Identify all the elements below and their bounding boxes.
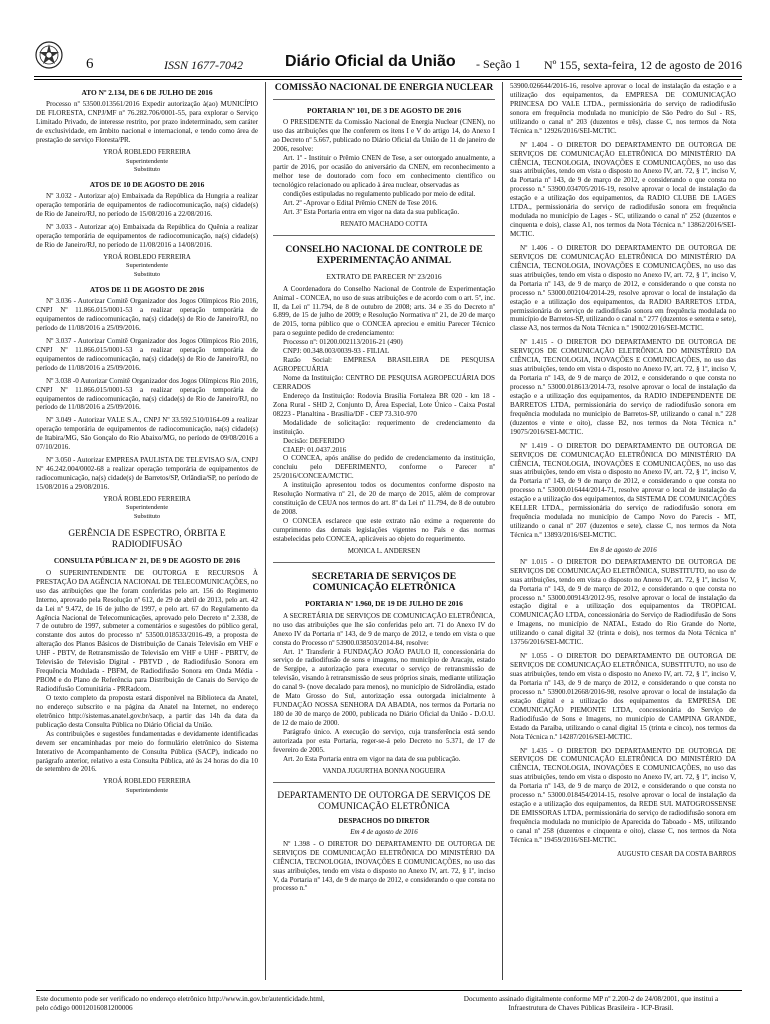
signature: VANDA JUGURTHA BONNA NOGUEIRA [322,767,446,775]
signature: AUGUSTO CESAR DA COSTA BARROS [616,850,736,858]
paragraph: O CONCEA, após análise do pedido de credenciamento da instituição, concluiu pelo DEFERIMENTO, conforme o Parecer nº 25/2016/CONCEA/MCTIC. [273,454,495,481]
section-heading: DEPARTAMENTO DE OUTORGA DE SERVIÇOS DE COMUNICAÇÃO ELETRÔNICA [277,791,491,813]
journal-title: Diário Oficial da União [285,53,456,70]
signature-role: Superintendente [125,157,169,165]
paragraph: A SECRETÁRIA DE SERVIÇOS DE COMUNICAÇÃO ELETRÔNICA, no uso das atribuições que lhe são conferidas pelo art. 71 do Anexo IV do Anexo IV da Portaria nº 143, de 9 de março de 2012, e tendo em vista o que consta do Processo nº 53900.038503/2014-84, resolve: [273,611,495,647]
signature: YROÁ ROBLEDO FERREIRA [103,253,191,261]
edition-info: Nº 155, sexta-feira, 12 de agosto de 2016 [544,58,742,72]
footer-signature-note [436,995,746,1013]
signature: YROÁ ROBLEDO FERREIRA [103,149,191,157]
paragraph: Art. 2º -Aprovar o Edital Prêmio CNEN de Tese 2016. [283,198,438,207]
paragraph: Nº 3.037 - Autorizar Comitê Organizador dos Jogos Olímpicos Rio 2016, CNPJ Nº 11.866.015/0001-53 a realizar operação temporária de equipamentos de radiocomunicação, na(s) cidade(s) de Rio de Janeiro/RJ, no período de 11/08/2016 a 25/09/2016. [36,336,258,372]
column-3 [510,82,736,980]
page-footer [36,990,742,1012]
divider [273,782,495,783]
paragraph: Endereço da Instituição: Rodovia Brasília Fortaleza BR 020 - km 18 - Zona Rural - SHD 2, Conjunto D, Área Especial, Lote Único - Caixa Postal 08223 - Planaltina - Brasília/DF - CEP 73.310-970 [273,391,495,418]
paragraph: O SUPERINTENDENTE DE OUTORGA E RECURSOS À PRESTAÇÃO DA AGÊNCIA NACIONAL DE TELECOMUNICAÇÕES, no uso das atribuições que lhe foram conferidas pelo art. 156 do Regimento Interno, aprovado pela Resolução nº 612, de 29 de abril de 2013, pelo art. 42 da Lei nº 9.472, de 16 de julho de 1997, e pelo art. 67 do Regulamento da Agência Nacional de Telecomunicações, aprovado pelo Decreto nº 2.338, de 7 de outubro de 1997, submeter a comentários e sugestões do público geral, constante dos autos do processo nº 53500.018533/2016-49, a proposta de alteração dos Planos Básicos de Distribuição de Canais Televisão em VHF e UHF - PBTV, de Retransmissão de Televisão em VHF e UHF - PBRTV, de Televisão de Televisão Digital - PBTVD , de Radiodifusão Sonora em Frequência Modulada - PBFM, de Radiodifusão Sonora em Onda Média - PBOM e do Plano de Referência para Distribuição de Canais do Serviço de Radiodifusão Comunitária - PRRadcom. [36,568,258,693]
header-rule [34,76,742,77]
paragraph: Nome da Instituição: CENTRO DE PESQUISA AGROPECUÁRIA DOS CERRADOS [273,374,495,391]
paragraph: As contribuições e sugestões fundamentadas e devidamente identificadas devem ser encaminhadas por meio do formulário eletrônico do Sistema Interativo de Acompanhamento de Consulta Pública (SACP), indicado no parágrafo anterior, relativo a esta Consulta Pública, até às 24 horas do dia 10 de setembro de 2016. [36,729,258,774]
paragraph: Nº 1.435 - O DIRETOR DO DEPARTAMENTO DE OUTORGA DE SERVIÇOS DE COMUNICAÇÃO ELETRÔNICA DO MINISTÉRIO DA CIÊNCIA, TECNOLOGIA, INOVAÇÕES E COMUNICAÇÕES, no uso das suas atribuições, tendo em vista o disposto no Anexo IV, art. 72, § 1º, inciso V, da Portaria nº 143, de 9 de março de 2012, e considerando o que consta no processo n.º 53000.018454/2014-15, resolve aprovar o local de instalação da estação e a utilização dos equipamentos, da REDE SUL MATOGROSSENSE DE EMISSORAS LTDA, permissionária do serviço de radiodifusão sonora em frequência modulada no município de Aparecida do Taboado - MS, utilizando o canal nº 258 (duzentos e cinquenta e oito), classe C, nos termos da Nota Técnica n.º 19459/2016/SEI-MCTIC. [510,746,736,844]
signature-role: Substituto [133,165,161,173]
column-1 [36,82,258,980]
paragraph: Nº 3.049 - Autorizar VALE S.A., CNPJ Nº 33.592.510/0164-09 a realizar operação temporária de equipamentos de radiocomunicação, na(s) cidade(s) de Itabira/MG, São Gonçalo do Rio Abaixo/MG, no período de 09/08/2016 a 07/10/2016. [36,416,258,452]
paragraph: Nº 3.032 - Autorizar a(o) Embaixada da República da Hungria a realizar operação temporária de equipamentos de radiocomunicação, na(s) cidade(s) de Rio de Janeiro/RJ, no período de 15/08/2016 a 22/08/2016. [36,192,258,219]
paragraph: A instituição apresentou todos os documentos conforme disposto na Resolução Normativa nº 21, de 20 de março de 2015, além de comprovar constituição de CEUA nos termos do art. 8º da Lei nº 11.794, de 8 de outubro de 2008. [273,481,495,517]
footer-signature-line: Documento assinado digitalmente conforme MP nº 2.200-2 de 24/08/2001, que institui a [463,995,719,1003]
signature: YROÁ ROBLEDO FERREIRA [103,495,191,503]
paragraph: Nº 1.015 - O DIRETOR DO DEPARTAMENTO DE OUTORGA DE SERVIÇOS DE COMUNICAÇÃO ELETRÔNICA, SUBSTITUTO, no uso de suas atribuições, tendo em vista o disposto no Anexo IV, art. 72, § 1º, inciso V, da Portaria nº 143, de 9 de março de 2012, e considerando o que consta no processo n.º 53000.009143/2012-95, resolve aprovar o local de instalação da estação digital e a utilização dos equipamentos da TROPICAL COMUNICAÇÃO LTDA, concessionária do Serviço de Radiodifusão de Sons e Imagens, no município de NATAL, Estado do Rio Grande do Norte, utilizando o canal digital 32 (trinta e dois), nos termos da Nota Técnica nº 13756/2016/SEI-MCTIC. [510,557,736,647]
header-rule-thin [34,79,742,80]
paragraph: Processo nº 53500.013561/2016 Expedir autorização à(ao) MUNICÍPIO DE FLORESTA, CNPJ/MF nº 76.282.706/0001-55, para explorar o Serviço Limitado Privado, de interesse restrito, por prazo indeterminado, sem caráter de exclusividade, em âmbito nacional e internacional, e tendo como área de prestação de serviço Floresta/PR. [36,100,258,145]
footer-verification [36,995,376,1013]
section-heading: COMISSÃO NACIONAL DE ENERGIA NUCLEAR [274,82,494,93]
signature: MONICA L. ANDERSEN [347,547,421,555]
section-label: - Seção 1 [476,57,521,71]
paragraph: Art. 2o Esta Portaria entra em vigor na data de sua publicação. [283,754,461,763]
act-title: PORTARIA Nº 101, DE 3 DE AGOSTO DE 2016 [306,106,462,116]
signature-role: Superintendente [125,262,169,270]
paragraph: O PRESIDENTE da Comissão Nacional de Energia Nuclear (CNEN), no uso das atribuições que lhe conferem os itens I e V do artigo 14, do Anexo I ao Decreto nº 5.667, publicado no Diário Oficial da União de 11 de janeiro de 2006, resolve: [273,118,495,154]
paragraph: Art. 3º Esta Portaria entra em vigor na data da sua publicação. [283,207,460,216]
paragraph: Parágrafo único. A execução do serviço, cuja transferência está sendo autorizada por esta Portaria, reger-se-á pelo Decreto no 5.371, de 17 de fevereiro de 2005. [273,727,495,754]
footer-signature-line: Infraestrutura de Chaves Públicas Brasileira - ICP-Brasil. [508,1004,674,1012]
paragraph: Nº 1.398 - O DIRETOR DO DEPARTAMENTO DE OUTORGA DE SERVIÇOS DE COMUNICAÇÃO ELETRÔNICA DO MINISTÉRIO DA CIÊNCIA, TECNOLOGIA, INOVAÇÕES E COMUNICAÇÕES, no uso das suas atribuições, tendo em vista o disposto no Anexo IV, art. 72, § 1º, inciso V, da Portaria nº 143, de 9 de março de 2012, e considerando o que consta no processo n.º [273,839,495,893]
footer-verification-url[interactable]: Este documento pode ser verificado no endereço eletrônico http://www.in.gov.br/autenticidade.html, [36,995,325,1003]
act-title: PORTARIA Nº 1.960, DE 19 DE JULHO DE 2016 [305,599,463,609]
column-divider [265,82,266,980]
columns [36,82,744,980]
paragraph: Nº 3.033 - Autorizar a(o) Embaixada da República do Quênia a realizar operação temporária de equipamentos de radiocomunicação, na(s) cidade(s) de Rio de Janeiro/RJ, no período de 11/08/2016 a 14/08/2016. [36,223,258,249]
paragraph: 53900.026644/2016-16, resolve aprovar o local de instalação da estação e a utilização dos equipamentos, da EMPRESA DE COMUNICAÇÃO PRINCESA DO VALE LTDA., permissionária do serviço de radiodifusão sonora em frequência modulada no município de São Pedro do Sul - RS, utilizando o canal nº 203 (duzentos e três), classe C, nos termos da Nota Técnica n.º 12926/2016/SEI-MCTIC. [510,82,736,135]
page-number: 6 [86,56,94,72]
signature-role: Substituto [133,270,161,278]
paragraph: O texto completo da proposta estará disponível na Biblioteca da Anatel, no endereço subscrito e na página da Anatel na Internet, no endereço eletrônico http://sistemas.anatel.gov.br/sacp, a partir das 14h da data da publicação desta Consulta Pública no Diário Oficial da União. [36,693,258,729]
paragraph: condições estipuladas no regulamento publicado por meio de edital. [283,189,476,198]
section-heading: SECRETARIA DE SERVIÇOS DE COMUNICAÇÃO ELETRÔNICA [311,571,457,594]
signature: RENATO MACHADO COTTA [340,220,428,228]
paragraph: A Coordenadora do Conselho Nacional de Controle de Experimentação Animal - CONCEA, no uso de suas atribuições e de acordo com o art. 5º, inc. II, da Lei nº 11.794, de 8 de outubro de 2008; arts. 34 e 35 do Decreto nº 6.899, de 15 de julho de 2009; e Resolução Normativa nº 21, de 20 de março de 2015, torna público que o CONCEA apreciou e emitiu Parecer Técnico para o seguinte pedido de credenciamento: [273,284,495,338]
paragraph: Nº 1.404 - O DIRETOR DO DEPARTAMENTO DE OUTORGA DE SERVIÇOS DE COMUNICAÇÃO ELETRÔNICA DO MINISTÉRIO DA CIÊNCIA, TECNOLOGIA, INOVAÇÕES E COMUNICAÇÕES, no uso das suas atribuições, tendo em vista o disposto no Anexo IV, art. 72, § 1º, inciso V, da Portaria nº 143, de 9 de março de 2012, e considerando o que consta no processo n.º 53900.034705/2016-19, resolve aprovar o local de instalação da estação e a utilização dos equipamentos, da RADIO CLUBE DE LAGES LTDA., permissionária do serviço de radiodifusão sonora em frequência modulada no município de Lages - SC, utilizando o canal nº 252 (duzentos e cinquenta e dois), classe A1, nos termos da Nota Técnica n.º 13862/2016/SEI-MCTIC. [510,140,736,238]
paragraph: Decisão: DEFERIDO [283,436,345,445]
subheading: DESPACHOS DO DIRETOR [338,816,430,825]
paragraph: Art. 1º - Instituir o Prêmio CNEN de Tese, a ser outorgado anualmente, a partir de 2016, por ocasião do aniversário da CNEN, em reconhecimento a melhor tese de doutorado com foco em conhecimento científico ou tecnológico relacionado ou aplicado à área nuclear, observadas as [273,154,495,189]
footer-verification-code: pelo código 00012016081200006 [36,1004,133,1012]
date-caption: Em 8 de agosto de 2016 [589,545,657,554]
paragraph: Nº 1.406 - O DIRETOR DO DEPARTAMENTO DE OUTORGA DE SERVIÇOS DE COMUNICAÇÃO ELETRÔNICA DO MINISTÉRIO DA CIÊNCIA, TECNOLOGIA, INOVAÇÕES E COMUNICAÇÕES, no uso das suas atribuições, tendo em vista o disposto no Anexo IV, art. 72, § 1º, inciso V, da Portaria nº 143, de 9 de março de 2012, e considerando o que consta no processo n.º 53000.002104/2014-29, resolve aprovar o local de instalação da estação e a utilização dos equipamentos, da RADIO BARRETOS LTDA, permissionária do serviço de radiodifusão sonora em frequência modulada no município de Barretos-SP, utilizando o canal n.º 277 (duzentos e setenta e sete), classe A3, nos termos da Nota Técnica n.º 19002/2016/SEI-MCTIC. [510,243,736,333]
paragraph: O CONCEA esclarece que este extrato não exime a requerente do cumprimento das demais legislações vigentes no País e das normas estabelecidas pelo CONCEA, aplicáveis ao objeto do requerimento. [273,517,495,543]
paragraph: Art. 1º Transferir à FUNDAÇÃO JOÃO PAULO II, concessionária do serviço de radiodifusão de sons e imagens, no município de Aracaju, estado de Sergipe, a autorização para executar o serviço de retransmissão de televisão, visando à retransmissão de seus próprios sinais, mediante utilização do canal 9- (nove decalado para menos), no município de Sidrolândia, estado de Mato Grosso do Sul, autorização essa outorgada inicialmente à FUNDAÇÃO NOSSA SENHORA DA ABADIA, nos termos da Portaria no 180 de 30 de março de 2000, publicada no Diário Oficial da União - D.O.U. de 12 de maio de 2000. [273,647,495,728]
paragraph: Nº 3.036 - Autorizar Comitê Organizador dos Jogos Olímpicos Rio 2016, CNPJ Nº 11.866.015/0001-53 a realizar operação temporária de equipamentos de radiocomunicação, na(s) cidade(s) de Rio de Janeiro/RJ, no período de 11/08/2016 a 25/09/2016. [36,297,258,332]
signature: YROÁ ROBLEDO FERREIRA [103,778,191,786]
section-heading: CONSELHO NACIONAL DE CONTROLE DE EXPERIMENTAÇÃO ANIMAL [285,244,483,267]
paragraph: Nº 1.415 - O DIRETOR DO DEPARTAMENTO DE OUTORGA DE SERVIÇOS DE COMUNICAÇÃO ELETRÔNICA DO MINISTÉRIO DA CIÊNCIA, TECNOLOGIA, INOVAÇÕES E COMUNICAÇÕES, no uso das suas atribuições, tendo em vista o disposto no Anexo IV, art. 72, § 1º, inciso V, da Portaria nº 143, de 9 de março de 2012, e considerando o que consta no processo n.º 53000.018613/2014-73, resolve aprovar o local de instalação da estação e a utilização dos equipamentos, da RADIO INDEPENDENTE DE BARRETOS LTDA, permissionária do serviço de radiodifusão sonora em frequência modulada no município de Barretos-SP, utilizando o canal n.º 228 (duzentos e vinte e oito), classe B2, nos termos da Nota Técnica n.º 19075/2016/SEI-MCTIC. [510,338,736,436]
paragraph: Razão Social: EMPRESA BRASILEIRA DE PESQUISA AGROPECUÁRIA [273,356,495,374]
column-2 [273,82,495,980]
act-title: ATOS DE 11 DE AGOSTO DE 2016 [89,284,205,294]
signature-role: Substituto [133,512,161,520]
date-caption: Em 4 de agosto de 2016 [350,827,418,836]
divider [273,562,495,563]
paragraph: Modalidade de solicitação: requerimento de credenciamento da instituição. [273,418,495,436]
section-heading: GERÊNCIA DE ESPECTRO, ÓRBITA E RADIODIFUSÃO [68,528,226,550]
column-divider [502,82,503,980]
paragraph: CNPJ: 00.348.003/0039-93 - FILIAL [283,347,390,356]
paragraph: Processo nº: 01200.002113/2016-21 (490) [283,338,403,347]
issn: ISSN 1677-7042 [164,58,243,72]
divider [273,99,495,100]
act-title: CONSULTA PÚBLICA Nº 21, DE 9 DE AGOSTO DE 2016 [53,556,241,566]
page-header [0,0,770,72]
signature-role: Superintendente [125,504,169,512]
act-title: ATO Nº 2.134, DE 6 DE JULHO DE 2016 [81,88,213,97]
divider [273,235,495,236]
paragraph: Nº 3.038 -0 Autorizar Comitê Organizador dos Jogos Olímpicos Rio 2016, CNPJ Nº 11.866.015/0001-53 a realizar operação temporária de equipamentos de radiocomunicação, na(s) cidade(s) de Rio de Janeiro/RJ, no período de 11/08/2016 a 25/09/2016. [36,376,258,412]
paragraph: Nº 1.055 - O DIRETOR DO DEPARTAMENTO DE OUTORGA DE SERVIÇOS DE COMUNICAÇÃO ELETRÔNICA, SUBSTITUTO, no uso de suas atribuições, tendo em vista o disposto no Anexo IV, art. 72, § 1º, inciso V, da Portaria nº 143, de 9 de março de 2012, e considerando o que consta no processo n.º 53900.012668/2016-98, resolve aprovar o local de instalação da estação digital e a utilização dos equipamentos da EMPRESA DE COMUNICAÇÃO PIEMONTE LTDA, concessionária do Serviço de Radiodifusão de Sons e Imagens, no município de CAMPINA GRANDE, Estado da Paraíba, utilizando o canal digital 15 (trinta e cinco), nos termos da Nota Técnica n.º 14287/2016/SEI-MCTIC. [510,652,736,741]
act-title: EXTRATO DE PARECER Nº 23/2016 [326,272,442,282]
coat-of-arms-icon [34,40,64,70]
signature-role: Superintendente [125,786,169,794]
paragraph: Nº 3.050 - Autorizar EMPRESA PAULISTA DE TELEVISAO S/A, CNPJ Nº 46.242.004/0002-68 a realizar operação temporária de equipamentos de radiocomunicação, na(s) cidade(s) de Barretos/SP, Orlândia/SP, no período de 15/08/2016 a 29/08/2016. [36,456,258,491]
paragraph: CIAEP: 01.0437.2016 [283,445,347,454]
act-title: ATOS DE 10 DE AGOSTO DE 2016 [89,179,205,189]
paragraph: Nº 1.419 - O DIRETOR DO DEPARTAMENTO DE OUTORGA DE SERVIÇOS DE COMUNICAÇÃO ELETRÔNICA DO MINISTÉRIO DA CIÊNCIA, TECNOLOGIA, INOVAÇÕES E COMUNICAÇÕES, no uso das suas atribuições, tendo em vista o disposto no Anexo IV, art. 72, § 1º, inciso V, da Portaria nº 143, de 9 de março de 2012, e considerando o que consta no processo n.º 53000.016444/2014-71, resolve aprovar o local de instalação da estação e a utilização dos equipamentos, da SISTEMA DE COMUNICAÇÕES KELLER LTDA., permissionária do serviço de radiodifusão sonora em frequência modulada no município de Campo Novo do Parecis - MT, utilizando o canal nº 207 (duzentos e sete), classe C, nos termos da Nota Técnica n.º 13893/2016/SEI-MCTIC. [510,441,736,539]
